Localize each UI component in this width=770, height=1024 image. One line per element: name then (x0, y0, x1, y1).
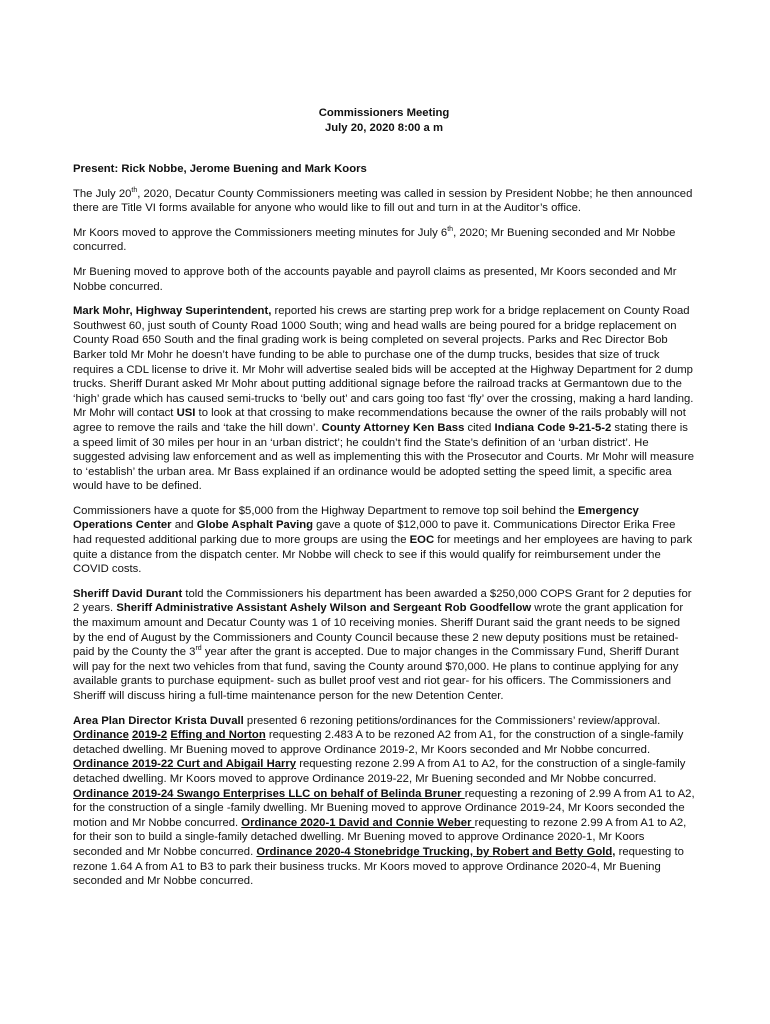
paragraph-minutes-approval: Mr Koors moved to approve the Commissioners meeting minutes for July 6th, 2020; Mr Buening seconded and Mr Nobbe concurred. (73, 226, 676, 254)
meeting-title: Commissioners Meeting (318, 107, 450, 119)
attendees-line: Present: Rick Nobbe, Jerome Buening and Mark Koors (73, 163, 367, 175)
paragraph-highway-report: Mark Mohr, Highway Superintendent, reported his crews are starting prep work for a bridge replacement on County Road Southwest 60, just south of County Road 1000 South; wing and head walls are being poured for a bridge replacement on County Road 650 South and the final grading work is being completed on several projects. Parks and Rec Director Bob Barker told Mr Mohr he doesn’t have funding to be able to purchase one of the dump trucks, besides that size of truck requires a CDL license to drive it. Mr Mohr will advertise sealed bids will be accepted at the Highway Department for 2 dump trucks. Sheriff Durant asked Mr Mohr about putting additional signage before the railroad tracks at Germantown due to the ‘high’ grade which has caused semi-trucks to ‘belly out’ and cars going too fast ‘fly’ over the crossing, making a hard landing. Mr Mohr will contact USI to look at that crossing to make recommendations because the owner of the rails probably will not agree to remove the rails and ‘take the hill down’. County Attorney Ken Bass cited Indiana Code 9-21-5-2 stating there is a speed limit of 30 miles per hour in an ‘urban district’; he couldn’t find the State’s definition of an ‘urban district’. He suggested advising law enforcement and as well as implementing this with the Prosecutor and Courts. Mr Mohr will measure to ‘establish’ the urban area. Mr Bass explained if an ordinance would be adopted setting the speed limit, a specific area would have to be defined. (73, 305, 694, 493)
paragraph-rezoning: Area Plan Director Krista Duvall presented 6 rezoning petitions/ordinances for the Commissioners’ review/approval. Ordinance 2019-2 Effing and Norton requesting 2.483 A to be rezoned A2 from A1, for the construction of a single-family detached dwelling. Mr Buening moved to approve Ordinance 2019-2, Mr Koors seconded and Mr Nobbe concurred. Ordinance 2019-22 Curt and Abigail Harry requesting rezone 2.99 A from A1 to A2, for the construction of a single-family detached dwelling. Mr Koors moved to approve Ordinance 2019-22, Mr Buening seconded and Mr Nobbe concurred. Ordinance 2019-24 Swango Enterprises LLC on behalf of Belinda Bruner requesting a rezoning of 2.99 A from A1 to A2, for the construction of a single -family dwelling. Mr Buening moved to approve Ordinance 2019-24, Mr Koors seconded the motion and Mr Nobbe concurred. Ordinance 2020-1 David and Connie Weber requesting to rezone 2.99 A from A1 to A2, for their son to build a single-family detached dwelling. Mr Buening moved to approve Ordinance 2020-1, Mr Koors seconded and Mr Nobbe concurred. Ordinance 2020-4 Stonebridge Trucking, by Robert and Betty Gold, requesting to rezone 1.64 A from A1 to B3 to park their business trucks. Mr Koors moved to approve Ordinance 2020-4, Mr Buening seconded and Mr Nobbe concurred. (73, 714, 695, 888)
document-page (73, 106, 695, 899)
paragraph-eoc-paving: Commissioners have a quote for $5,000 from the Highway Department to remove top soil behind the Emergency Operations Center and Globe Asphalt Paving gave a quote of $12,000 to pave it. Communications Director Erika Free had requested additional parking due to more groups are using the EOC for meetings and her employees are having to park quite a distance from the dispatch center. Mr Nobbe will check to see if this would qualify for reimbursement under the COVID costs. (73, 504, 693, 576)
spacer (73, 136, 695, 162)
paragraph-claims-approval: Mr Buening moved to approve both of the accounts payable and payroll claims as presented, Mr Koors seconded and Mr Nobbe concurred. (73, 265, 677, 293)
paragraph-call-to-order: The July 20th, 2020, Decatur County Commissioners meeting was called in session by President Nobbe; he then announced there are Title VI forms available for anyone who would like to fill out and turn in at the Auditor’s office. (73, 186, 693, 215)
paragraph-sheriff-report: Sheriff David Durant told the Commissioners his department has been awarded a $250,000 COPS Grant for 2 deputies for 2 years. Sheriff Administrative Assistant Ashely Wilson and Sergeant Rob Goodfellow wrote the grant application for the maximum amount and Decatur County was 1 of 10 receiving monies. Sheriff Durant said the grant needs to be signed by the end of August by the Commissioners and County Council because these 2 new deputy positions must be retained- paid by the County the 3rd year after the grant is accepted. Due to major changes in the Commissary Fund, Sheriff Durant will pay for the next two vehicles from that fund, saving the County around $70,000. He plans to continue applying for any available grants to purchase equipment- such as bullet proof vest and riot gear- for his officers. The Commissioners and Sheriff will discuss hiring a full-time maintenance person for the new Detention Center. (73, 587, 692, 702)
meeting-date: July 20, 2020 8:00 a m (324, 122, 444, 134)
